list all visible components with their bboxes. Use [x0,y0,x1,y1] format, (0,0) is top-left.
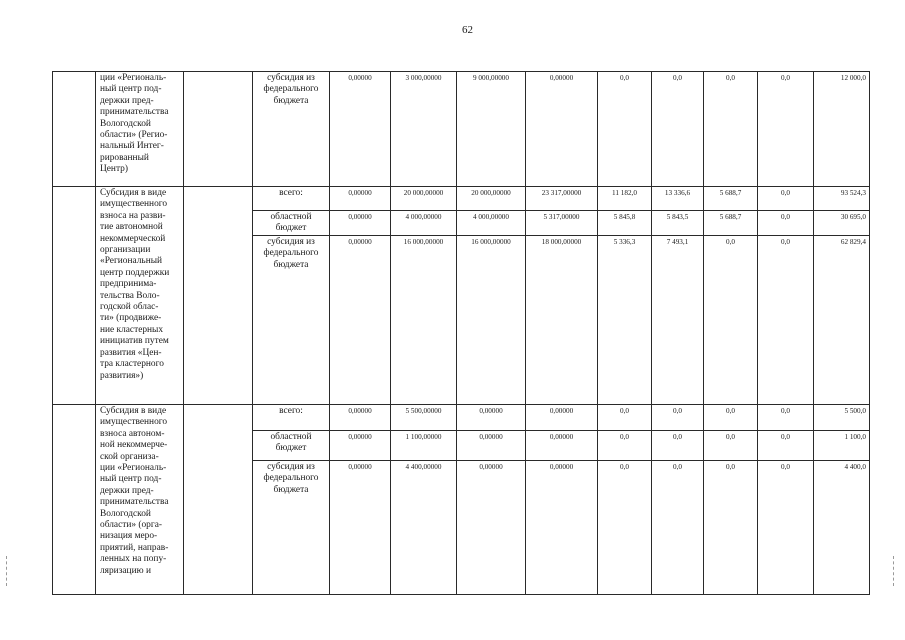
value-cell: 3 000,00000 [391,72,457,187]
value-cell: 0,0 [598,461,652,595]
funding-source-cell: субсидия из федерального бюджета [253,461,330,595]
value-cell: 0,00000 [526,72,598,187]
value-cell: 16 000,00000 [457,236,526,405]
value-cell: 0,0 [652,72,704,187]
value-cell: 1 100,00000 [391,431,457,461]
value-cell: 13 336,6 [652,187,704,211]
value-cell: 0,00000 [330,187,391,211]
left-edge-mark [6,556,8,586]
funding-source-cell: всего: [253,405,330,431]
value-cell: 5 317,00000 [526,211,598,236]
value-cell: 0,0 [758,211,814,236]
funding-source-cell: субсидия из федерального бюджета [253,236,330,405]
table-row [53,405,870,431]
total-cell: 1 100,0 [814,431,870,461]
value-cell: 0,00000 [330,431,391,461]
value-cell: 4 400,00000 [391,461,457,595]
funding-source-cell: областной бюджет [253,431,330,461]
value-cell: 7 493,1 [652,236,704,405]
value-cell: 5 845,8 [598,211,652,236]
value-cell: 0,0 [652,405,704,431]
value-cell: 0,0 [758,431,814,461]
empty-cell [184,72,253,187]
value-cell: 5 843,5 [652,211,704,236]
value-cell: 0,0 [704,236,758,405]
value-cell: 0,00000 [526,405,598,431]
total-cell: 62 829,4 [814,236,870,405]
value-cell: 0,0 [758,72,814,187]
right-edge-mark [893,556,895,586]
number-cell [53,72,96,187]
empty-cell [184,405,253,595]
value-cell: 0,0 [704,461,758,595]
value-cell: 0,00000 [526,431,598,461]
description-cell: ции «Региональ- ный центр под- держки пред- принимательства Вологодской области» (Регио- нальный Интег- рированный Центр) [96,72,184,187]
value-cell: 23 317,00000 [526,187,598,211]
empty-cell [184,187,253,405]
value-cell: 0,0 [704,405,758,431]
value-cell: 0,00000 [330,211,391,236]
table-row [53,187,870,211]
funding-source-cell: всего: [253,187,330,211]
value-cell: 20 000,00000 [391,187,457,211]
value-cell: 0,0 [704,431,758,461]
value-cell: 0,0 [758,187,814,211]
number-cell [53,187,96,405]
value-cell: 0,00000 [330,405,391,431]
total-cell: 30 695,0 [814,211,870,236]
value-cell: 11 182,0 [598,187,652,211]
value-cell: 0,0 [704,72,758,187]
value-cell: 0,00000 [330,236,391,405]
budget-table [52,71,870,595]
page-number: 62 [462,24,473,36]
value-cell: 0,0 [652,431,704,461]
value-cell: 0,0 [598,405,652,431]
value-cell: 0,0 [758,461,814,595]
value-cell: 0,00000 [457,431,526,461]
funding-source-cell: субсидия из федерального бюджета [253,72,330,187]
description-cell: Субсидия в виде имущественного взноса автоном- ной некоммерче- ской организа- ции «Региональ- ный центр под- держки пред- принимательства Вологодской области» (орга- низация меро- приятий, направ- ленных на попу- ляризацию и [96,405,184,595]
value-cell: 5 336,3 [598,236,652,405]
value-cell: 4 000,00000 [457,211,526,236]
value-cell: 5 688,7 [704,211,758,236]
value-cell: 0,0 [758,236,814,405]
value-cell: 18 000,00000 [526,236,598,405]
value-cell: 5 500,00000 [391,405,457,431]
value-cell: 0,0 [598,431,652,461]
table-row [53,72,870,187]
total-cell: 4 400,0 [814,461,870,595]
number-cell [53,405,96,595]
total-cell: 5 500,0 [814,405,870,431]
description-cell: Субсидия в виде имущественного взноса на разви- тие автономной некоммерческой организации «Региональный центр поддержки предпринима- тельства Воло- годской облас- ти» (продвиже- ние кластерных инициатив путем развития «Цен- тра кластерного развития») [96,187,184,405]
value-cell: 0,0 [598,72,652,187]
value-cell: 0,0 [652,461,704,595]
value-cell: 0,00000 [457,405,526,431]
value-cell: 20 000,00000 [457,187,526,211]
total-cell: 93 524,3 [814,187,870,211]
value-cell: 16 000,00000 [391,236,457,405]
total-cell: 12 000,0 [814,72,870,187]
value-cell: 4 000,00000 [391,211,457,236]
value-cell: 0,00000 [330,461,391,595]
value-cell: 0,00000 [526,461,598,595]
value-cell: 0,0 [758,405,814,431]
value-cell: 0,00000 [457,461,526,595]
value-cell: 9 000,00000 [457,72,526,187]
value-cell: 0,00000 [330,72,391,187]
value-cell: 5 688,7 [704,187,758,211]
funding-source-cell: областной бюджет [253,211,330,236]
